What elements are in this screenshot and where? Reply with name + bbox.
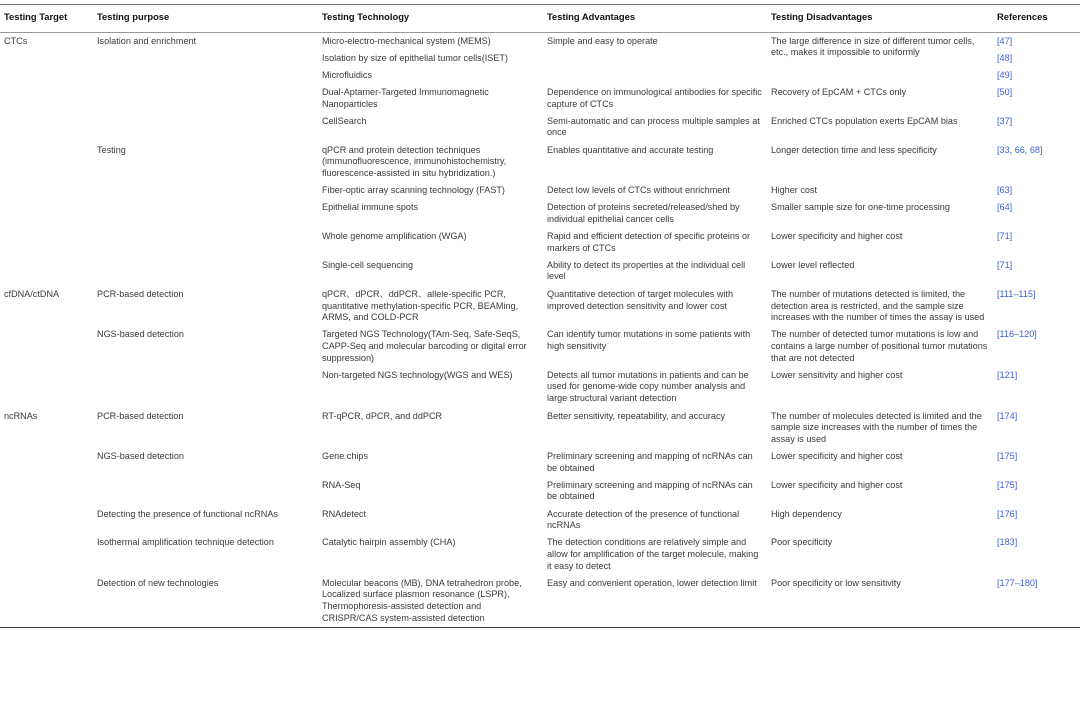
cell-testing-disadvantages: Recovery of EpCAM + CTCs only	[771, 87, 907, 98]
cell-testing-target	[0, 229, 93, 258]
cell-references: [111–115]	[997, 289, 1036, 300]
cell-references: [47]	[997, 35, 1013, 46]
cell-testing-technology: RNA-Seq	[322, 479, 361, 490]
cell-testing-target	[0, 113, 93, 142]
cell-testing-technology: Whole genome amplification (WGA)	[322, 230, 467, 241]
cell-testing-purpose	[93, 68, 318, 85]
cell-testing-technology: Targeted NGS Technology(TAm-Seq, Safe-SeqS, CAPP-Seq and molecular barcoding or digital error suppression)	[322, 329, 527, 363]
cell-testing-technology: qPCR and protein detection techniques (immunofluorescence, immunohistochemistry, fluorescence-assisted in situ hybridization.)	[322, 144, 507, 178]
table-row	[0, 257, 1080, 286]
cell-references: [71]	[997, 230, 1013, 241]
cell-testing-purpose: Detection of new technologies	[97, 577, 219, 588]
table-row	[0, 575, 1080, 627]
cell-testing-target	[0, 449, 93, 478]
cell-testing-technology: Molecular beacons (MB), DNA tetrahedron probe, Localized surface plasmon resonance (LSPR), Thermophoresis-assisted detection and CRISPR/CAS system-assisted detection	[322, 577, 522, 623]
cell-references: [33, 66, 68]	[997, 144, 1043, 155]
cell-testing-advantages: The detection conditions are relatively simple and allow for amplification of the target molecule, making it easy to detect	[547, 537, 759, 571]
table-row	[0, 200, 1080, 229]
cell-testing-advantages: Detects all tumor mutations in patients and can be used for genome-wide copy number analysis and large structural variant detection	[547, 369, 749, 403]
cell-testing-target	[0, 257, 93, 286]
cell-testing-disadvantages: The number of detected tumor mutations is low and contains a large number of positional tumor mutations that are not detected	[771, 329, 988, 363]
cell-testing-purpose: PCR-based detection	[97, 410, 184, 421]
cell-testing-advantages: Dependence on immunological antibodies for specific capture of CTCs	[547, 87, 762, 109]
cell-testing-disadvantages: Lower specificity and higher cost	[771, 451, 903, 462]
cell-references: [183]	[997, 537, 1018, 548]
cell-testing-disadvantages: Higher cost	[771, 185, 817, 195]
cell-testing-purpose	[93, 183, 318, 200]
cell-testing-disadvantages: Lower specificity and higher cost	[771, 479, 903, 490]
cell-testing-technology: Microfluidics	[322, 69, 373, 80]
cell-testing-target	[0, 506, 93, 535]
cell-testing-advantages: Simple and easy to operate	[547, 35, 658, 46]
header-testing-disadvantages: Testing Disadvantages	[767, 5, 993, 32]
cell-testing-purpose: Isolation and enrichment	[97, 35, 197, 46]
cell-testing-target	[0, 142, 93, 182]
cell-references: [175]	[997, 479, 1018, 490]
table-row	[0, 286, 1080, 327]
cell-testing-advantages: Ability to detect its properties at the individual cell level	[547, 259, 746, 282]
cell-references: [48]	[997, 52, 1013, 63]
comparison-table-container	[0, 4, 1080, 628]
cell-testing-target	[0, 478, 93, 507]
cell-testing-advantages: Detect low levels of CTCs without enrichment	[547, 185, 730, 195]
cell-testing-disadvantages: The number of mutations detected is limited, the detection area is restricted, and the sample size increases with the number of times the assay is used	[771, 289, 985, 323]
cell-testing-target: CTCs	[4, 35, 28, 46]
cell-testing-disadvantages: Lower specificity and higher cost	[771, 230, 903, 241]
cell-references: [50]	[997, 87, 1013, 98]
cell-testing-purpose: PCR-based detection	[97, 289, 184, 300]
cell-references: [177–180]	[997, 577, 1038, 588]
cell-testing-advantages: Semi-automatic and can process multiple samples at once	[547, 115, 760, 138]
cell-testing-disadvantages: High dependency	[771, 508, 842, 519]
header-testing-technology: Testing Technology	[318, 5, 543, 32]
cell-testing-target	[0, 200, 93, 229]
cell-testing-purpose	[93, 367, 318, 407]
cell-testing-advantages	[543, 68, 767, 85]
table-row	[0, 85, 1080, 114]
cell-testing-target	[0, 85, 93, 114]
cell-testing-technology: RNAdetect	[322, 508, 366, 519]
cell-testing-disadvantages: Enriched CTCs population exerts EpCAM bias	[771, 115, 958, 126]
cell-testing-target	[0, 327, 93, 367]
cell-testing-advantages: Can identify tumor mutations in some patients with high sensitivity	[547, 329, 751, 352]
cell-testing-advantages: Detection of proteins secreted/released/shed by individual epithelial cancer cells	[547, 202, 740, 224]
cell-testing-target	[0, 50, 93, 67]
cell-testing-purpose: NGS-based detection	[97, 329, 184, 340]
cell-testing-purpose: NGS-based detection	[97, 451, 184, 462]
cell-testing-target	[0, 367, 93, 407]
header-testing-purpose: Testing purpose	[93, 5, 318, 32]
cell-testing-technology: Catalytic hairpin assembly (CHA)	[322, 537, 456, 548]
cell-testing-purpose	[93, 478, 318, 507]
cell-testing-purpose	[93, 50, 318, 67]
cell-testing-purpose: Isothermal amplification technique detection	[97, 537, 274, 548]
cell-references: [49]	[997, 69, 1013, 80]
cell-testing-advantages: Better sensitivity, repeatability, and accuracy	[547, 410, 726, 421]
cell-testing-target	[0, 183, 93, 200]
cell-testing-advantages: Quantitative detection of target molecules with improved detection sensitivity and lower cost	[547, 289, 734, 311]
table-row	[0, 408, 1080, 449]
cell-testing-target	[0, 535, 93, 575]
cell-testing-purpose	[93, 85, 318, 114]
cell-testing-technology: qPCR、dPCR、ddPCR、allele-specific PCR, quantitative methylation-specific PCR, BEAMing, ARMS, and COLD-PCR	[322, 289, 519, 323]
cell-testing-disadvantages: The large difference in size of different tumor cells, etc., makes it impossible to uniformly	[771, 35, 975, 58]
cell-testing-disadvantages: Smaller sample size for one-time processing	[771, 202, 950, 213]
header-testing-advantages: Testing Advantages	[543, 5, 767, 32]
cell-testing-disadvantages: Lower sensitivity and higher cost	[771, 369, 903, 380]
cell-references: [121]	[997, 369, 1018, 380]
cell-testing-target	[0, 575, 93, 627]
cell-testing-purpose: Detecting the presence of functional ncRNAs	[97, 508, 278, 519]
table-row	[0, 449, 1080, 478]
cell-testing-technology: Single-cell sequencing	[322, 259, 413, 270]
table-row	[0, 229, 1080, 258]
cell-testing-advantages: Easy and convenient operation, lower detection limit	[547, 577, 757, 588]
cell-testing-technology: Fiber-optic array scanning technology (FAST)	[322, 185, 505, 195]
table-header-row	[0, 5, 1080, 32]
cell-testing-technology: Isolation by size of epithelial tumor cells(ISET)	[322, 52, 508, 63]
cell-testing-advantages: Accurate detection of the presence of functional ncRNAs	[547, 508, 740, 531]
cell-testing-disadvantages: Poor specificity	[771, 537, 833, 548]
table-row	[0, 113, 1080, 142]
cell-testing-disadvantages: Poor specificity or low sensitivity	[771, 577, 901, 588]
cell-testing-purpose	[93, 200, 318, 229]
cell-testing-purpose	[93, 229, 318, 258]
cell-testing-technology: Micro-electro-mechanical system (MEMS)	[322, 35, 491, 46]
cell-testing-advantages: Enables quantitative and accurate testing	[547, 144, 714, 155]
table-row	[0, 183, 1080, 200]
cell-testing-target	[0, 68, 93, 85]
cell-references: [116–120]	[997, 329, 1037, 340]
header-testing-target: Testing Target	[0, 5, 93, 32]
table-row	[0, 327, 1080, 367]
detection-methods-table	[0, 5, 1080, 627]
table-row	[0, 506, 1080, 535]
cell-testing-technology: CellSearch	[322, 115, 367, 126]
cell-references: [175]	[997, 451, 1018, 462]
header-references: References	[993, 5, 1080, 32]
table-row	[0, 535, 1080, 575]
table-row	[0, 367, 1080, 407]
table-body	[0, 32, 1080, 627]
table-row	[0, 478, 1080, 507]
cell-references: [64]	[997, 202, 1013, 213]
cell-testing-disadvantages: The number of molecules detected is limited and the sample size increases with the number of times the assay is used	[771, 410, 982, 444]
cell-testing-advantages: Preliminary screening and mapping of ncRNAs can be obtained	[547, 479, 753, 502]
cell-testing-technology: Non-targeted NGS technology(WGS and WES)	[322, 369, 513, 380]
cell-references: [176]	[997, 508, 1018, 519]
cell-testing-disadvantages: Lower level reflected	[771, 259, 855, 270]
table-row	[0, 142, 1080, 182]
cell-testing-technology: RT-qPCR, dPCR, and ddPCR	[322, 410, 443, 421]
cell-testing-target: cfDNA/ctDNA	[4, 289, 60, 300]
cell-references: [63]	[997, 185, 1013, 195]
cell-testing-purpose	[93, 113, 318, 142]
cell-testing-target: ncRNAs	[4, 410, 38, 421]
cell-testing-purpose	[93, 257, 318, 286]
cell-testing-advantages: Preliminary screening and mapping of ncRNAs can be obtained	[547, 451, 753, 473]
cell-testing-technology: Dual-Aptamer-Targeted Immunomagnetic Nanoparticles	[322, 87, 489, 109]
cell-references: [71]	[997, 259, 1013, 270]
cell-testing-technology: Epithelial immune spots	[322, 202, 419, 213]
cell-references: [174]	[997, 410, 1018, 421]
cell-references: [37]	[997, 115, 1013, 126]
cell-testing-disadvantages: Longer detection time and less specificity	[771, 144, 937, 155]
table-row	[0, 32, 1080, 50]
cell-testing-technology: Gene chips	[322, 451, 369, 462]
cell-testing-purpose: Testing	[97, 144, 126, 155]
cell-testing-advantages: Rapid and efficient detection of specific proteins or markers of CTCs	[547, 230, 751, 253]
